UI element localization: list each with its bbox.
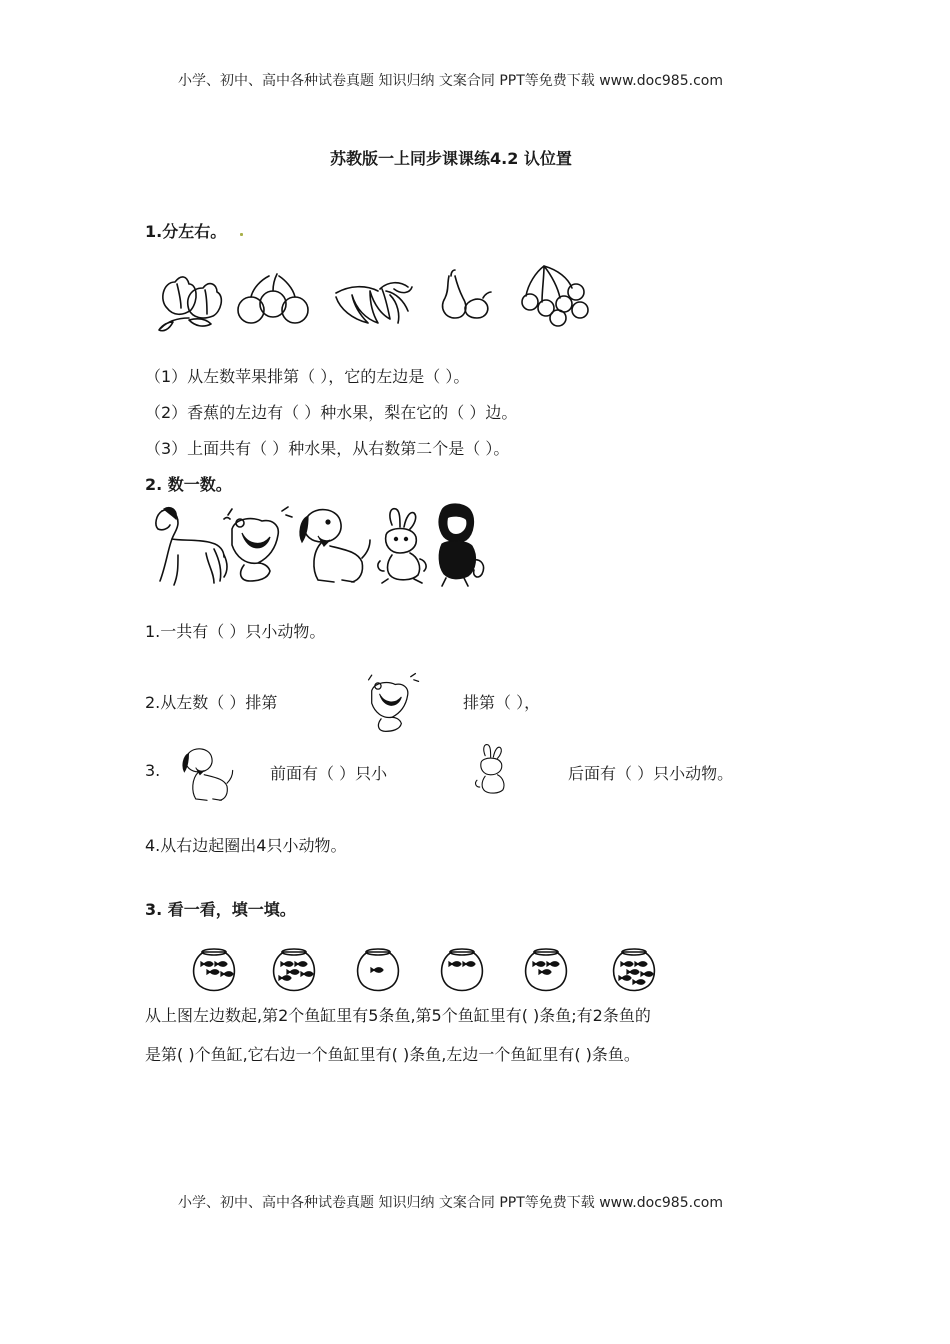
- fish-icon: [221, 972, 233, 977]
- fish-icon: [641, 972, 653, 977]
- fish-icon: [533, 962, 545, 967]
- question-3-heading: 3. 看一看，填一填。: [145, 900, 296, 919]
- question-2-line-3-end: 后面有（ ）只小动物。: [568, 764, 734, 783]
- peach-icon: [155, 270, 230, 335]
- fish-icon: [633, 980, 645, 985]
- fish-icon: [301, 972, 313, 977]
- apple-icon: [235, 270, 315, 330]
- fish-icon: [279, 976, 291, 981]
- fish-icon: [619, 976, 631, 981]
- fish-bowl-icon: [436, 944, 488, 994]
- question-2-line-2-start: 2.从左数（ ）排第: [145, 693, 278, 712]
- question-1-line-3: （3）上面共有（ ）种水果，从右数第二个是（ ）。: [145, 439, 510, 458]
- frog-icon: [222, 505, 294, 587]
- marker-dot: [240, 233, 243, 236]
- question-2-line-1: 1.一共有（ ）只小动物。: [145, 622, 326, 641]
- fish-bowl-icon: [188, 944, 240, 994]
- horse-icon: [148, 505, 230, 590]
- fish-bowl-icon: [520, 944, 572, 994]
- question-1-line-1: （1）从左数苹果排第（ ），它的左边是（ ）。: [145, 367, 470, 386]
- question-2-line-4: 4.从右边起圈出4只小动物。: [145, 836, 347, 855]
- rabbit-icon: [468, 742, 516, 798]
- fish-icon: [371, 968, 383, 973]
- page-footer: 小学、初中、高中各种试卷真题 知识归纳 文案合同 PPT等免费下载 www.doc985.com: [178, 1195, 723, 1211]
- fish-icon: [287, 970, 299, 975]
- question-2-line-2-end: 排第（ ），: [463, 693, 541, 712]
- fish-icon: [621, 962, 633, 967]
- fish-icon: [281, 962, 293, 967]
- fish-icon: [635, 962, 647, 967]
- fish-icon: [463, 962, 475, 967]
- dog-icon: [168, 742, 244, 806]
- fish-icon: [295, 962, 307, 967]
- fish-icon: [547, 962, 559, 967]
- page-header: 小学、初中、高中各种试卷真题 知识归纳 文案合同 PPT等免费下载 www.doc985.com: [178, 73, 723, 89]
- fish-icon: [627, 970, 639, 975]
- page-title: 苏教版一上同步课课练4.2 认位置: [330, 149, 572, 168]
- dog-icon: [290, 500, 375, 590]
- fish-icon: [207, 970, 219, 975]
- fish-icon: [539, 970, 551, 975]
- question-2-heading: 2. 数一数。: [145, 475, 232, 494]
- fish-bowl-icon: [608, 944, 660, 994]
- question-1-line-2: （2）香蕉的左边有（ ）种水果，梨在它的（ ）边。: [145, 403, 518, 422]
- cherry-icon: [518, 262, 593, 327]
- question-3-text-line-1: 从上图左边数起,第2个鱼缸里有5条鱼,第5个鱼缸里有( )条鱼;有2条鱼的: [145, 1006, 651, 1025]
- fish-bowl-icon: [352, 944, 404, 994]
- question-1-heading: 1.分左右。: [145, 222, 227, 241]
- fish-icon: [215, 962, 227, 967]
- banana-icon: [330, 275, 415, 330]
- fish-bowl-icon: [268, 944, 320, 994]
- rabbit-icon: [372, 505, 432, 587]
- question-2-line-3-middle: 前面有（ ）只小: [270, 764, 388, 783]
- fish-icon: [201, 962, 213, 967]
- monkey-icon: [428, 500, 490, 588]
- question-3-text-line-2: 是第( )个鱼缸,它右边一个鱼缸里有( )条鱼,左边一个鱼缸里有( )条鱼。: [145, 1045, 640, 1064]
- pear-icon: [435, 268, 495, 323]
- fish-icon: [449, 962, 461, 967]
- frog-icon: [362, 672, 422, 736]
- question-2-line-3-number: 3.: [145, 761, 161, 780]
